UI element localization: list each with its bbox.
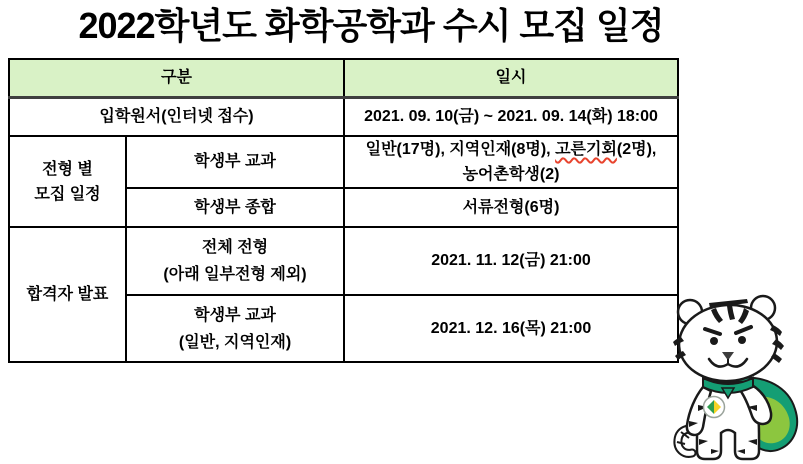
announcement-all-label-line2: (아래 일부전형 제외) (163, 266, 307, 283)
schedule-jonghap-value: 서류전형(6명) (462, 198, 560, 216)
announcement-all-label-cell (126, 227, 344, 295)
application-period-cell (344, 97, 678, 136)
page-title: 2022학년도 화학공학과 수시 모집 일정 (78, 5, 664, 46)
schedule-gyogwa-value-line2: 농어촌학생(2) (462, 166, 560, 183)
schedule-jonghap-value-cell (344, 188, 678, 227)
gyogwa-value-part1: 일반(17명), 지역인재(8명), (365, 141, 556, 158)
application-label-cell (9, 97, 344, 136)
announcement-gyogwa-label-cell (126, 295, 344, 362)
schedule-gyogwa-value-line1 (347, 137, 675, 162)
header-datetime-cell (344, 59, 678, 97)
schedule-jonghap-label: 학생부 종합 (194, 198, 276, 216)
schedule-gyogwa-row (9, 136, 678, 188)
header-category-cell (9, 59, 344, 97)
table-header-row (9, 59, 678, 97)
schedule-group-label-line1: 전형 별 (42, 160, 93, 178)
announcement-gyogwa-label-line2: (일반, 지역인재) (178, 333, 292, 351)
announcement-all-row (9, 227, 678, 295)
application-label: 입학원서(인터넷 접수) (99, 107, 254, 125)
schedule-group-cell (9, 136, 126, 227)
announcement-gyogwa-label-line1: 학생부 교과 (194, 306, 276, 324)
gyogwa-value-part2: (2명), (616, 141, 657, 158)
header-datetime-label: 일시 (495, 68, 527, 86)
application-row (9, 97, 678, 136)
admission-schedule-table (8, 58, 679, 363)
schedule-gyogwa-value-cell (344, 136, 678, 188)
schedule-gyogwa-label: 학생부 교과 (194, 153, 276, 170)
tiger-mascot-image (653, 279, 803, 464)
schedule-group-label-line2: 모집 일정 (34, 185, 101, 203)
announcement-gyogwa-value: 2021. 12. 16(목) 21:00 (430, 319, 592, 337)
announcement-all-value: 2021. 11. 12(금) 21:00 (431, 252, 591, 269)
announcement-gyogwa-value-cell (344, 295, 678, 362)
schedule-jonghap-label-cell (126, 188, 344, 227)
announcement-all-value-cell (344, 227, 678, 295)
schedule-gyogwa-label-cell (126, 136, 344, 188)
gyogwa-value-spellcheck-word: 고른기회 (555, 141, 617, 158)
announcement-all-label-line1: 전체 전형 (201, 239, 269, 256)
header-category-label: 구분 (161, 68, 192, 86)
application-period: 2021. 09. 10(금) ~ 2021. 09. 14(화) 18:00 (364, 107, 658, 125)
announcement-group-label: 합격자 발표 (26, 285, 109, 303)
announcement-group-cell (9, 227, 126, 362)
